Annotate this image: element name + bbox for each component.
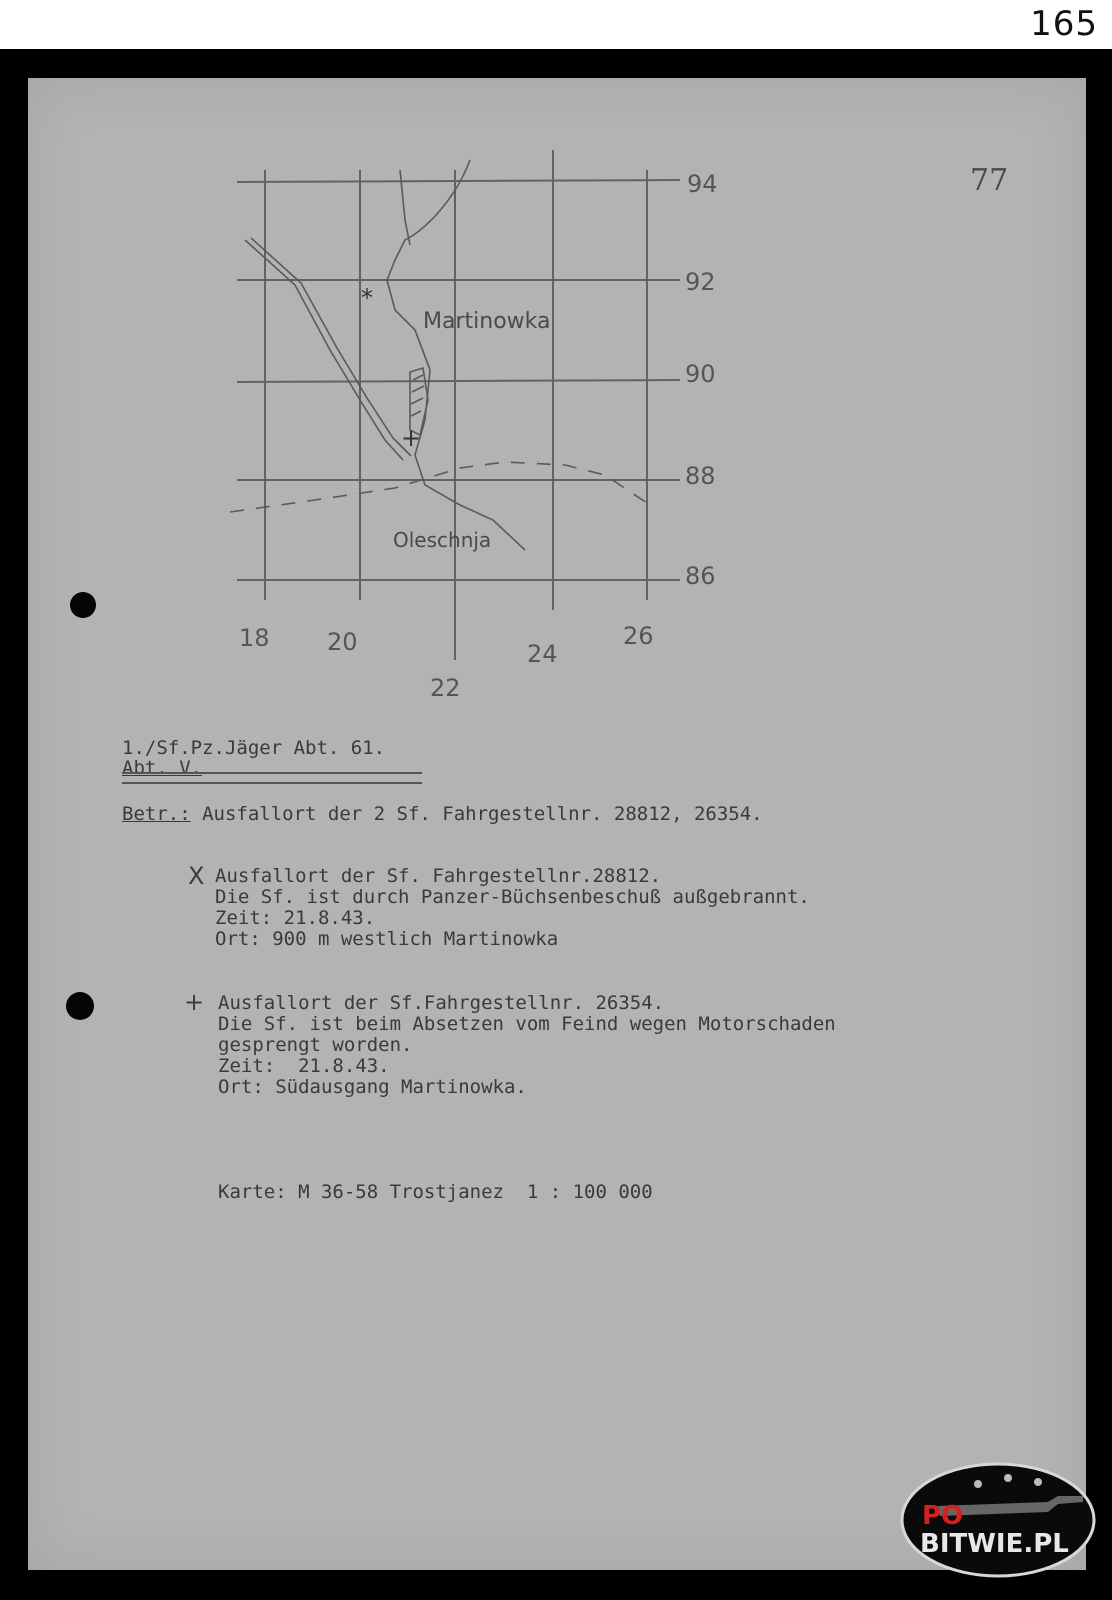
entry-line: Ausfallort der Sf. Fahrgestellnr.28812.	[215, 865, 662, 887]
grid-line-h	[237, 180, 680, 182]
double-underline	[122, 772, 422, 784]
entry-line: Die Sf. ist beim Absetzen vom Feind wegen Motorschaden	[218, 1013, 836, 1035]
svg-text:BITWIE.PL: BITWIE.PL	[920, 1529, 1069, 1559]
map-grid-label: 22	[430, 674, 461, 702]
entry-cross-symbol: +	[184, 988, 205, 1016]
map-grid-label: 90	[685, 360, 716, 388]
map-grid-label: 92	[685, 268, 716, 296]
entry-x-symbol: X	[188, 862, 205, 890]
map-grid-label: 86	[685, 562, 716, 590]
entry-line: Ort: 900 m westlich Martinowka	[215, 928, 559, 950]
punch-hole-bottom	[66, 992, 94, 1020]
map-road	[251, 238, 411, 456]
map-place-label: Oleschnja	[393, 528, 492, 552]
entry-line: gesprengt worden.	[218, 1034, 413, 1056]
map-cross-marker: +	[401, 424, 422, 452]
section-line: Abt. V.	[122, 757, 203, 779]
sketch-map	[225, 150, 745, 710]
map-road	[245, 240, 403, 460]
archive-number: 77	[970, 163, 1009, 198]
grid-line-h	[237, 380, 680, 382]
map-place-label: Martinowka	[423, 309, 551, 334]
map-grid-label: 94	[687, 170, 718, 198]
entry-line: Ort: Südausgang Martinowka.	[218, 1076, 527, 1098]
entry-line: Zeit: 21.8.43.	[215, 907, 376, 929]
map-grid-label: 24	[527, 640, 558, 668]
subject-line	[122, 804, 763, 825]
svg-text:PO: PO	[922, 1501, 964, 1531]
unit-line: 1./Sf.Pz.Jäger Abt. 61.	[122, 737, 386, 759]
entry-line: Die Sf. ist durch Panzer-Büchsenbeschuß außgebrannt.	[215, 886, 810, 908]
page-number: 165	[1030, 4, 1098, 44]
top-bar	[0, 0, 1112, 49]
map-grid-label: 18	[239, 624, 270, 652]
entry-line: Zeit: 21.8.43.	[218, 1055, 390, 1077]
map-reference: Karte: M 36-58 Trostjanez 1 : 100 000	[218, 1181, 653, 1203]
subject-text: Ausfallort der 2 Sf. Fahrgestellnr. 28812, 26354.	[190, 803, 763, 825]
map-grid-label: 88	[685, 462, 716, 490]
punch-hole-top	[70, 592, 96, 618]
entry-line: Ausfallort der Sf.Fahrgestellnr. 26354.	[218, 992, 665, 1014]
pobitwie-logo	[898, 1462, 1098, 1578]
subject-label: Betr.:	[122, 803, 191, 825]
map-railway	[230, 462, 650, 512]
map-x-marker: *	[361, 284, 373, 312]
map-grid-label: 26	[623, 622, 654, 650]
map-grid-label: 20	[327, 628, 358, 656]
